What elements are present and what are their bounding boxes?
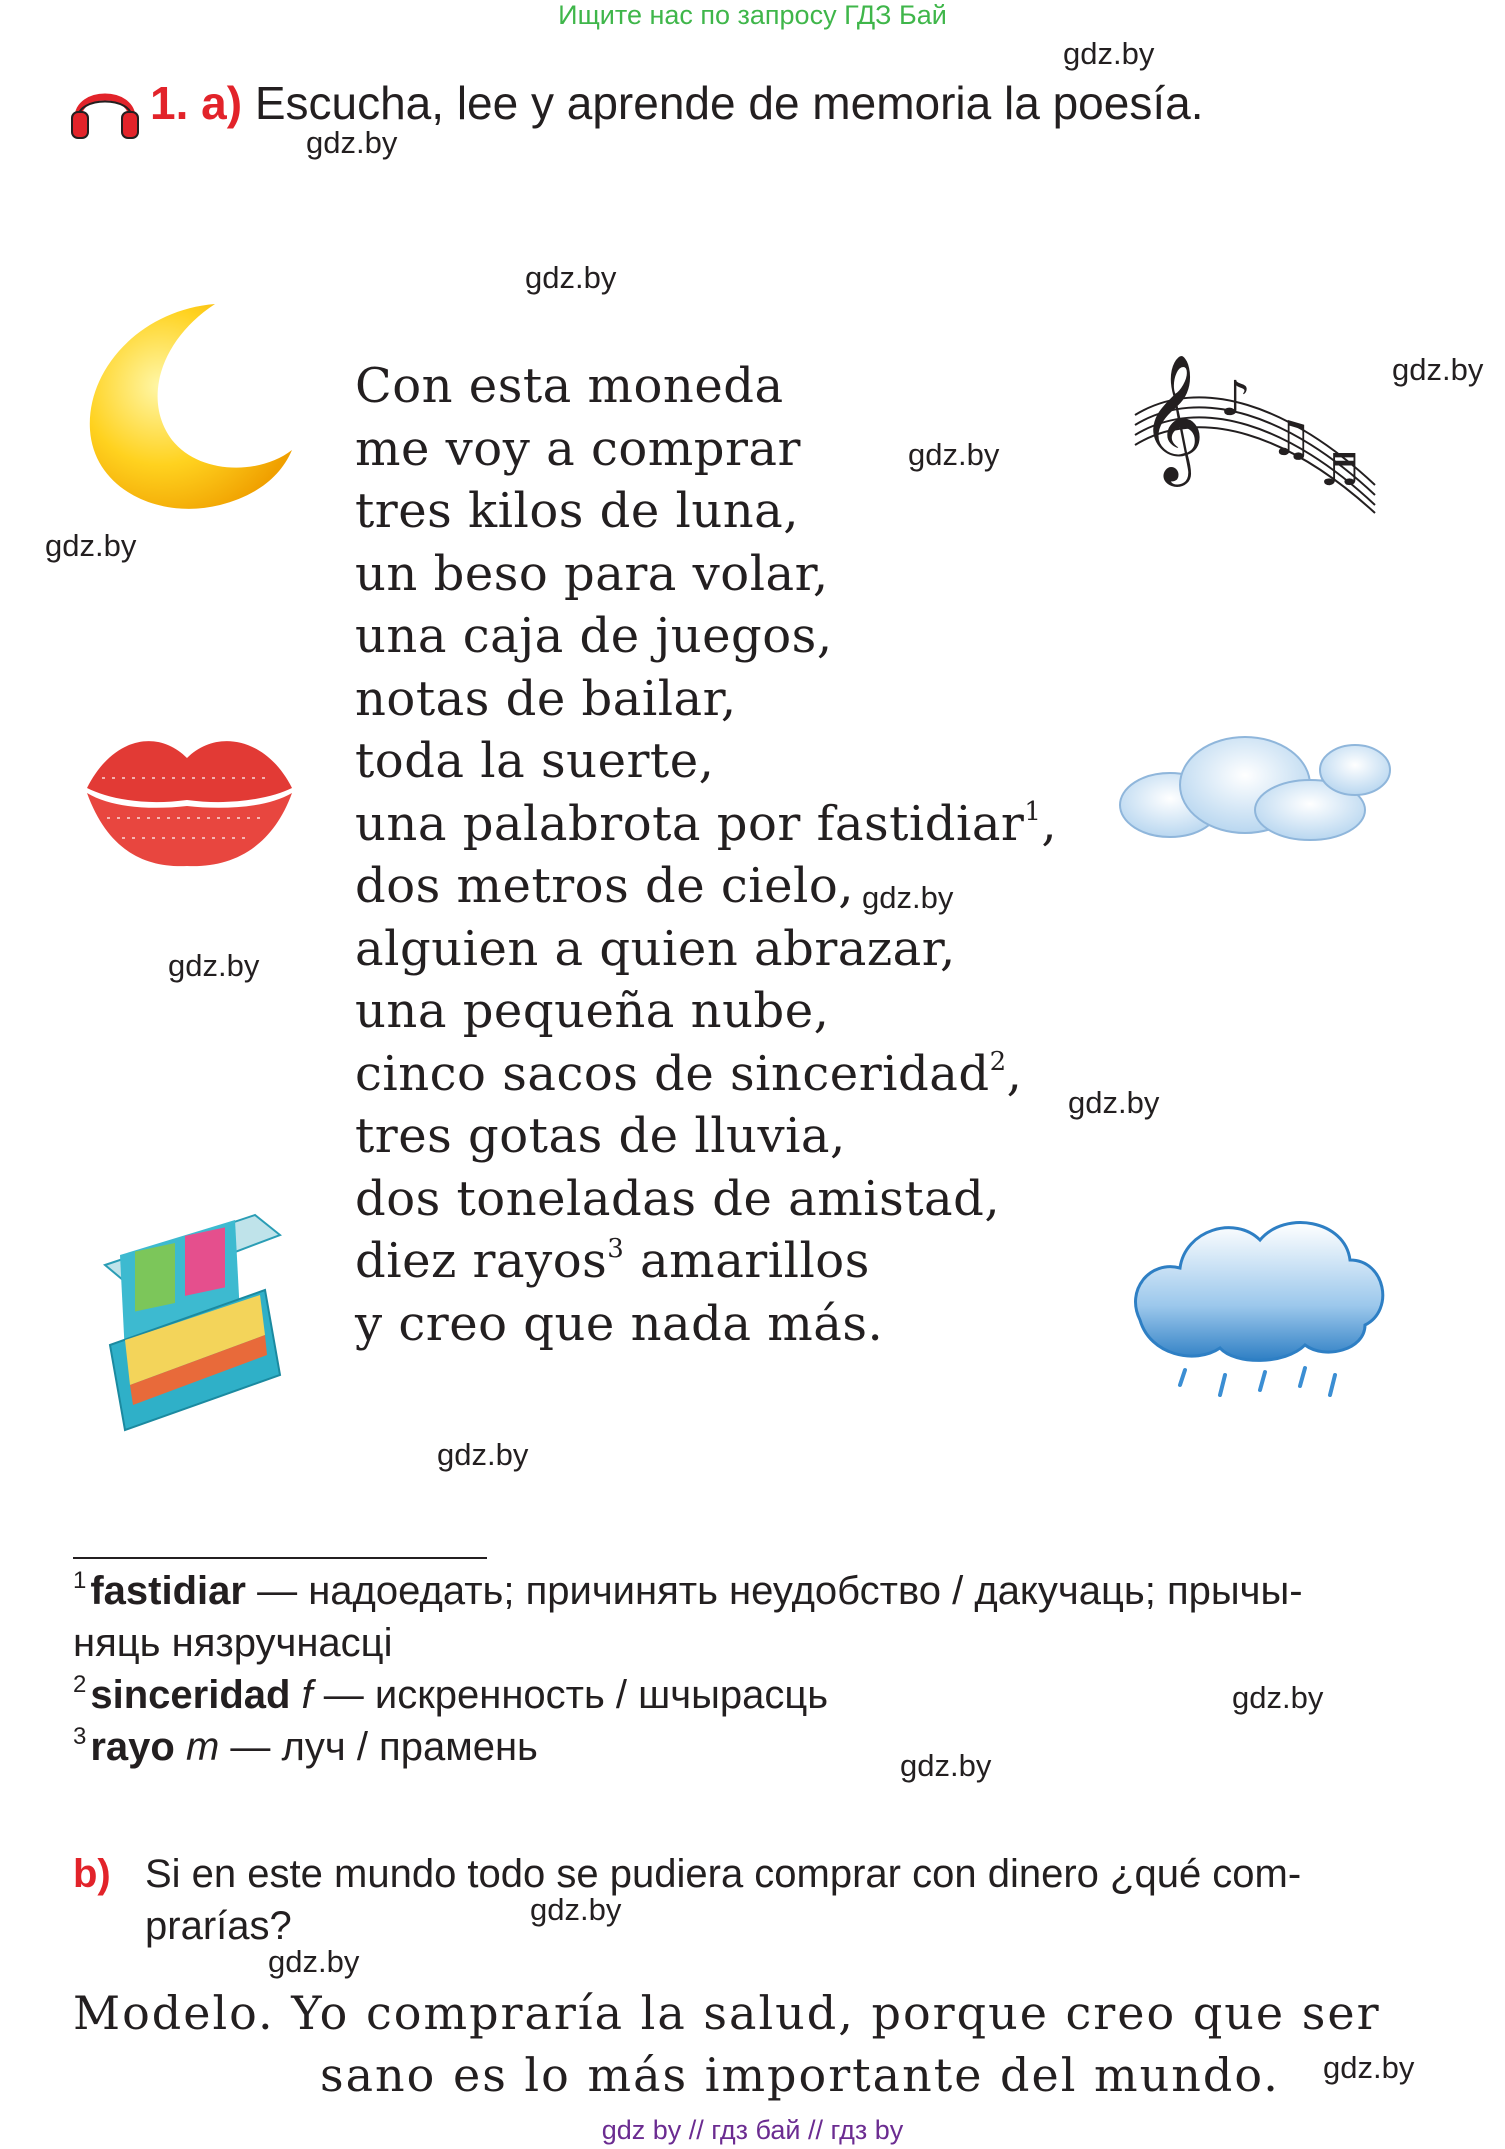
footnote-ref: 1 — [1024, 796, 1042, 827]
poem-line: un beso para volar, — [355, 545, 829, 602]
footnote-ref: 2 — [989, 1046, 1007, 1077]
watermark: gdz.by — [1063, 36, 1155, 71]
watermark: gdz.by — [306, 125, 398, 160]
watermark: gdz.by — [1232, 1680, 1324, 1715]
task-instruction: Escucha, lee y aprende de memoria la poesía. — [254, 77, 1204, 129]
watermark: gdz.by — [268, 1944, 360, 1979]
game-box-illustration — [95, 1195, 290, 1435]
svg-text:♬: ♬ — [1320, 445, 1360, 496]
poem-line: una caja de juegos, — [355, 608, 833, 664]
poem-line: notas de bailar, — [355, 670, 737, 727]
poem-line: dos toneladas de amistad, — [355, 1170, 1001, 1227]
footnote-ref: 3 — [607, 1234, 625, 1264]
footnote-2: $^2$ sinceridad f — искренность / шчырасць — [73, 1671, 829, 1717]
watermark: gdz.by — [168, 948, 260, 983]
poem-line: cinco sacos de sinceridad$^2$, — [355, 1045, 1023, 1102]
bottom-links: gdz by // гдз бай // гдз by — [601, 2115, 904, 2145]
moon-illustration — [80, 300, 300, 515]
watermark: gdz.by — [525, 260, 617, 295]
footnote-3: $^3$ rayo m — луч / прамень — [73, 1723, 538, 1769]
poem-line: tres gotas de lluvia, — [355, 1108, 846, 1164]
task-b-label: b) — [73, 1852, 111, 1896]
poem-line: alguien a quien abrazar, — [355, 920, 956, 977]
watermark: gdz.by — [437, 1437, 529, 1472]
task-number: 1. a) — [150, 77, 243, 129]
watermark: gdz.by — [1068, 1085, 1160, 1120]
watermark: gdz.by — [1323, 2050, 1415, 2085]
poem-line: tres kilos de luna, — [355, 483, 800, 539]
poem-line: una palabrota por fastidiar$^1$, — [355, 795, 1058, 852]
task-b — [73, 1848, 1413, 1952]
rain-cloud-illustration — [1125, 1200, 1390, 1405]
music-notes-illustration — [1130, 335, 1380, 515]
footnote-divider — [73, 1557, 487, 1559]
svg-text:♪: ♪ — [1220, 371, 1251, 427]
watermark: gdz.by — [530, 1892, 622, 1927]
footnote-1: $^1$ fastidiar — надоедать; причинять неудобство / дакучаць; прычы- — [73, 1567, 1303, 1613]
poem-line: dos metros de cielo, — [355, 858, 854, 914]
model-answer-line1: Modelo. Yo compraría la salud, porque creo que ser — [73, 1986, 1381, 2040]
poem-line: diez rayos$^3$ amarillos — [355, 1233, 870, 1289]
poem-line: y creo que nada más. — [355, 1295, 884, 1352]
footnote-1-continued: няць нязручнасці — [73, 1621, 393, 1665]
footnotes — [73, 1565, 1413, 1773]
task-b-question-line2: prarías? — [145, 1904, 292, 1948]
lips-illustration — [82, 718, 297, 873]
watermark: gdz.by — [862, 880, 954, 915]
task-heading — [72, 76, 1204, 130]
model-answer — [73, 1982, 1413, 2106]
poem-line: Con esta moneda — [355, 358, 784, 414]
watermark: gdz.by — [900, 1748, 992, 1783]
watermark: gdz.by — [1392, 352, 1484, 387]
poem-line: me voy a comprar — [355, 420, 801, 477]
top-banner: Ищите нас по запросу ГДЗ Бай — [558, 0, 947, 30]
watermark: gdz.by — [908, 437, 1000, 472]
svg-text:𝄞: 𝄞 — [1140, 353, 1206, 481]
poem-line: toda la suerte, — [355, 733, 715, 789]
svg-text:♫: ♫ — [1270, 411, 1314, 467]
model-answer-line2: sano es lo más importante del mundo. — [320, 2048, 1280, 2102]
cloud-illustration — [1115, 730, 1395, 845]
watermark: gdz.by — [45, 528, 137, 563]
poem — [355, 355, 1057, 1355]
task-b-question-line1: Si en este mundo todo se pudiera comprar con dinero ¿qué com- — [145, 1852, 1302, 1896]
poem-line: una pequeña nube, — [355, 983, 830, 1039]
